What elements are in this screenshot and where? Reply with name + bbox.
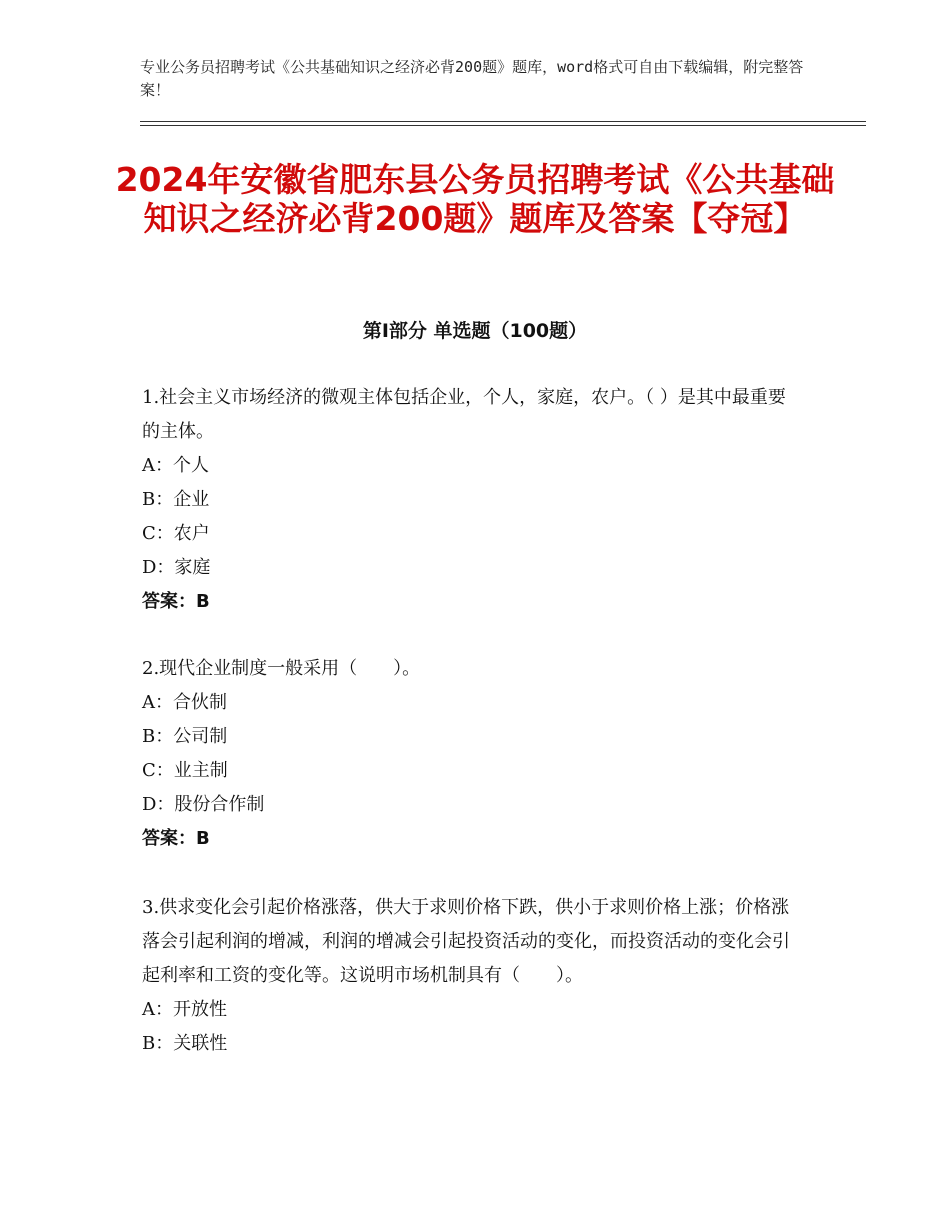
question-3 bbox=[142, 891, 802, 1061]
section-heading: 第I部分 单选题（100题） bbox=[362, 320, 588, 342]
option-a: A：合伙制 bbox=[142, 692, 227, 713]
question-2 bbox=[142, 652, 802, 856]
question-text: 3.供求变化会引起价格涨落，供大于求则价格下跌，供小于求则价格上涨；价格涨落会引起利润的增减，利润的增减会引起投资活动的变化，而投资活动的变化会引起利率和工资的变化等。这说明市场机制具有（ ）。 bbox=[142, 897, 790, 986]
question-text: 1.社会主义市场经济的微观主体包括企业，个人，家庭，农户。（ ）是其中最重要的主体。 bbox=[142, 387, 786, 442]
answer: 答案：B bbox=[142, 828, 210, 849]
option-b: B：公司制 bbox=[142, 726, 228, 747]
option-c: C：业主制 bbox=[142, 760, 228, 781]
option-a: A：个人 bbox=[142, 455, 209, 476]
question-1 bbox=[142, 381, 802, 619]
option-c: C：农户 bbox=[142, 523, 210, 544]
option-d: D：股份合作制 bbox=[142, 794, 265, 815]
document-title: 2024年安徽省肥东县公务员招聘考试《公共基础知识之经济必背200题》题库及答案【夺冠】 bbox=[115, 160, 835, 238]
header-rule-bottom bbox=[140, 125, 866, 126]
header-note: 专业公务员招聘考试《公共基础知识之经济必背200题》题库，word格式可自由下载编辑，附完整答案！ bbox=[140, 58, 804, 99]
header-rule-top bbox=[140, 121, 866, 122]
question-text: 2.现代企业制度一般采用（ ）。 bbox=[142, 658, 421, 679]
option-b: B：企业 bbox=[142, 489, 210, 510]
option-a: A：开放性 bbox=[142, 999, 227, 1020]
option-b: B：关联性 bbox=[142, 1033, 228, 1054]
answer: 答案：B bbox=[142, 591, 210, 612]
option-d: D：家庭 bbox=[142, 557, 211, 578]
